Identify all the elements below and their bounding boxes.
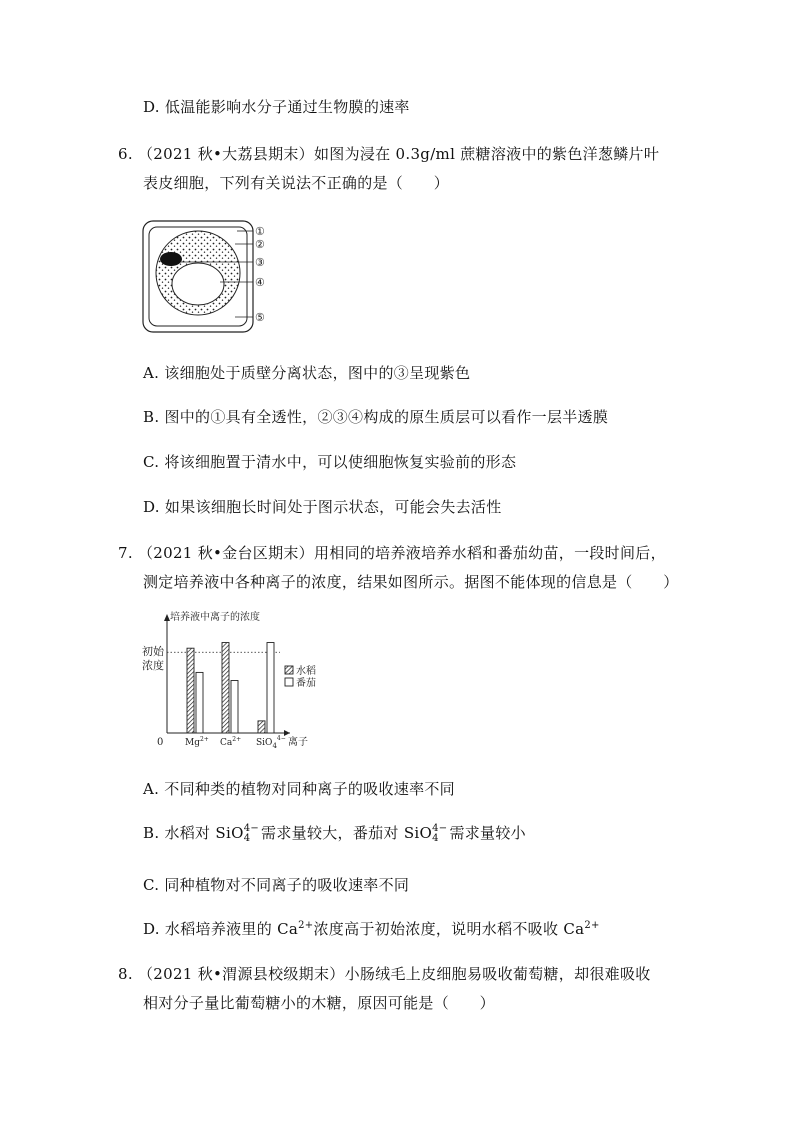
bar-0-0 xyxy=(187,648,194,733)
q7-option-b-part2: 需求量较大，番茄对 SiO xyxy=(261,824,433,842)
q7-stem-line2: 测定培养液中各种离子的浓度，结果如图所示。据图不能体现的信息是（ ） xyxy=(143,573,679,591)
legend-swatch-0 xyxy=(285,666,293,674)
bar-0-1 xyxy=(222,643,229,733)
cell-label-2: ② xyxy=(255,238,265,251)
q7-stem-line1: 7. （2021 秋•金台区期末）用相同的培养液培养水稻和番茄幼苗，一段时间后， xyxy=(118,544,666,562)
tick-label-2: SiO$_4^{4-}$ xyxy=(256,735,286,750)
cell-label-4: ④ xyxy=(255,276,265,289)
ion-sub-1: 4 xyxy=(243,833,251,844)
q5-option-d: D. 低温能影响水分子通过生物膜的速率 xyxy=(143,98,410,116)
q7-option-d-part1: D. 水稻培养液里的 Ca xyxy=(143,920,299,938)
tick-label-1: $Ca^{2+}$ xyxy=(220,736,242,748)
x-axis-label: 离子 xyxy=(288,737,308,748)
q8-stem-line1: 8. （2021 秋•渭源县校级期末）小肠绒毛上皮细胞易吸收葡萄糖，却很难吸收 xyxy=(118,965,651,983)
q7-option-b-part1: B. 水稻对 SiO xyxy=(143,824,244,842)
ion-sup-2: 4− xyxy=(432,823,448,834)
ca-charge-1: 2+ xyxy=(298,920,314,931)
y-axis-label: 培养液中离子的浓度 xyxy=(170,612,260,623)
q6-option-c: C. 将该细胞置于清水中，可以使细胞恢复实验前的形态 xyxy=(143,453,517,471)
cell-label-5: ⑤ xyxy=(255,311,265,324)
bar-0-2 xyxy=(258,721,265,733)
tick-label-0: $Mg^{2+}$ xyxy=(185,736,209,748)
q6-option-d: D. 如果该细胞长时间处于图示状态，可能会失去活性 xyxy=(143,498,502,516)
q7-option-b-part3: 需求量较小 xyxy=(449,824,526,842)
q6-stem-line1: 6. （2021 秋•大荔县期末）如图为浸在 0.3g/ml 蔗糖溶液中的紫色洋葱鳞片叶 xyxy=(118,145,660,163)
bar-1-2 xyxy=(267,643,274,733)
q6-stem-line2: 表皮细胞，下列有关说法不正确的是（ ） xyxy=(143,174,450,192)
q7-option-a: A. 不同种类的植物对同种离子的吸收速率不同 xyxy=(143,780,455,798)
q8-stem-line2: 相对分子量比葡萄糖小的木糖，原因可能是（ ） xyxy=(143,994,495,1012)
bar-1-0 xyxy=(196,672,203,733)
ca-charge-2: 2+ xyxy=(584,920,600,931)
ion-concentration-chart xyxy=(140,606,320,751)
ion-sup-1: 4− xyxy=(243,823,260,834)
initial-label-line2: 浓度 xyxy=(142,659,164,673)
sio4-ion-notation-2 xyxy=(432,824,447,844)
sio4-ion-notation-1 xyxy=(244,824,259,844)
bar-1-1 xyxy=(231,681,238,734)
origin-label: 0 xyxy=(157,737,164,748)
initial-label-line1: 初始 xyxy=(142,645,164,659)
legend-label-1: 番茄 xyxy=(296,678,316,689)
cell-label-3: ③ xyxy=(255,256,265,269)
legend-label-0: 水稻 xyxy=(296,666,316,677)
q7-option-b xyxy=(143,822,526,844)
cell-label-1: ① xyxy=(255,225,265,238)
q7-option-c: C. 同种植物对不同离子的吸收速率不同 xyxy=(143,876,410,894)
vacuole xyxy=(172,263,224,305)
legend-swatch-1 xyxy=(285,678,293,686)
nucleus xyxy=(160,252,182,266)
q6-option-b: B. 图中的①具有全透性，②③④构成的原生质层可以看作一层半透膜 xyxy=(143,408,609,426)
ion-sub-2: 4 xyxy=(432,833,439,844)
q6-option-a: A. 该细胞处于质壁分离状态，图中的③呈现紫色 xyxy=(143,364,471,382)
cell-diagram xyxy=(140,218,290,338)
q7-option-d xyxy=(143,918,600,939)
q7-option-d-part2: 浓度高于初始浓度，说明水稻不吸收 Ca xyxy=(313,920,585,938)
